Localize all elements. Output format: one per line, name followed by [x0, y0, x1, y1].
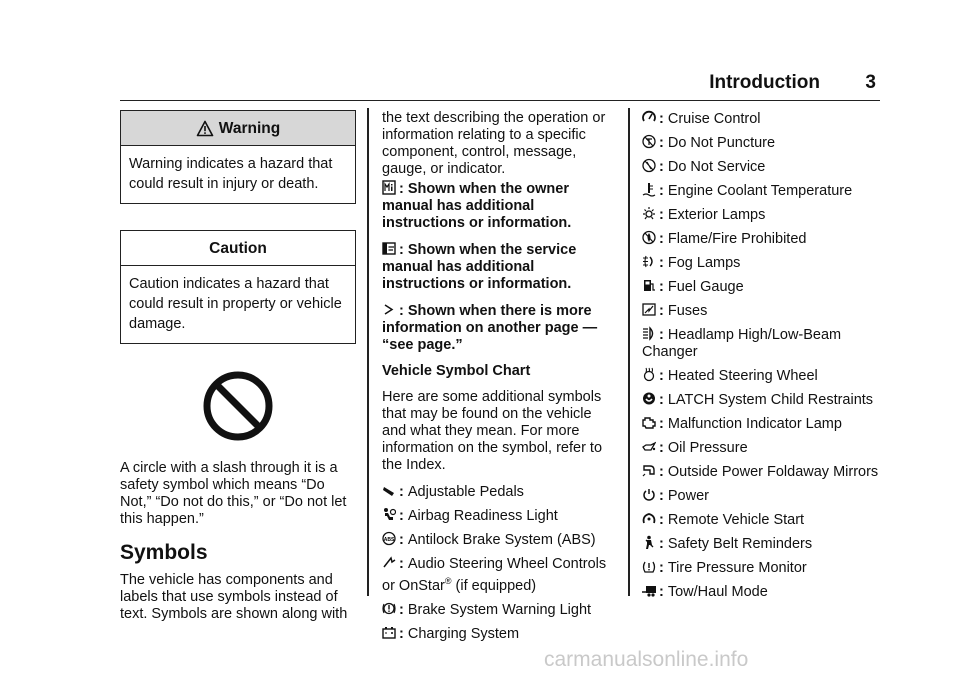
symbol-item [642, 230, 882, 248]
prohibition-text: A circle with a slash through it is a safety symbol which means “Do Not,” “Do not do this,” or “Do not let this happen.” [120, 460, 347, 527]
power-icon [642, 487, 656, 502]
symbol-separator: : [659, 111, 668, 127]
owner-manual-note [382, 180, 612, 232]
symbol-item [642, 254, 882, 272]
warning-title: Warning [218, 119, 281, 137]
symbol-label: Fuses [667, 303, 708, 319]
symbol-item [642, 511, 882, 529]
symbol-label: Safety Belt Reminders [667, 536, 813, 552]
symbol-label: Brake System Warning Light [407, 601, 592, 618]
column-divider [367, 108, 369, 596]
seat-belt-icon [642, 535, 656, 550]
symbol-label: Airbag Readiness Light [407, 508, 558, 524]
symbol-item [642, 134, 882, 152]
symbol-item [642, 535, 882, 553]
see-page-note [382, 302, 612, 354]
symbol-separator: : [659, 584, 668, 600]
svg-text:ABS: ABS [383, 537, 395, 543]
symbol-separator: : [659, 303, 668, 319]
symbol-item [382, 625, 612, 643]
page-title: Introduction [709, 72, 820, 93]
symbol-label: Do Not Service [667, 159, 766, 175]
chart-intro: Here are some additional symbols that may be found on the vehicle and what they mean. For more information on the symbol, refer to the Index. [382, 389, 603, 473]
do-not-puncture-icon [642, 134, 656, 149]
caution-box [120, 230, 356, 344]
symbol-separator: : [399, 556, 408, 572]
symbol-item [382, 531, 612, 549]
symbol-item [642, 182, 882, 200]
oil-pressure-icon [642, 439, 656, 454]
symbol-label: Do Not Puncture [667, 135, 776, 151]
symbol-item [642, 110, 882, 128]
page-number: 3 [865, 72, 876, 93]
fog-lamps-icon [642, 254, 656, 269]
symbol-label: Tow/Haul Mode [667, 584, 768, 600]
symbol-separator: : [399, 625, 408, 642]
symbol-label: Tire Pressure Monitor [667, 560, 807, 576]
symbol-label: LATCH System Child Restraints [667, 392, 874, 408]
warning-body: Warning indicates a hazard that could result in injury or death. [129, 156, 333, 192]
adjustable-pedals-icon [382, 483, 396, 498]
exterior-lamps-icon [642, 206, 656, 221]
engine-icon [642, 415, 656, 430]
warning-triangle-icon [196, 120, 214, 137]
symbol-item [642, 278, 882, 296]
symbol-separator: : [659, 560, 668, 576]
symbol-label: Headlamp High/Low-Beam Changer [642, 327, 842, 360]
mirror-fold-icon [642, 463, 656, 478]
symbol-item [382, 555, 612, 595]
symbol-separator: : [659, 392, 668, 408]
do-not-service-icon [642, 158, 656, 173]
symbol-item [642, 583, 882, 601]
symbol-separator: : [399, 601, 408, 618]
flame-prohibited-icon [642, 230, 656, 245]
symbol-item [642, 326, 882, 361]
symbol-label: Fuel Gauge [667, 279, 744, 295]
symbol-label: Remote Vehicle Start [667, 512, 805, 528]
caution-title: Caution [121, 231, 355, 266]
column-middle [382, 110, 612, 649]
symbol-item [382, 601, 612, 619]
symbol-separator: : [659, 183, 668, 199]
symbol-label: Power [667, 488, 709, 504]
symbol-item [642, 559, 882, 577]
symbol-label: Malfunction Indicator Lamp [667, 416, 842, 432]
battery-icon [382, 625, 396, 640]
fuses-icon [642, 302, 656, 317]
brake-warning-icon [382, 601, 396, 616]
fuel-gauge-icon [642, 278, 656, 293]
tow-haul-icon [642, 583, 656, 598]
remote-start-icon [642, 511, 656, 526]
steering-controls-icon [382, 555, 396, 570]
symbol-separator: : [659, 488, 668, 504]
latch-icon [642, 391, 656, 406]
symbol-item [642, 487, 882, 505]
symbol-label: Engine Coolant Temperature [667, 183, 853, 199]
symbol-label: Fog Lamps [667, 255, 741, 271]
column-left [120, 110, 356, 623]
symbol-item [642, 463, 882, 481]
symbol-separator: : [659, 512, 668, 528]
symbol-label: Exterior Lamps [667, 207, 766, 223]
symbol-label: Adjustable Pedals [407, 484, 524, 500]
arrow-right-icon [382, 302, 396, 317]
symbol-item [642, 439, 882, 457]
owner-manual-icon [382, 180, 396, 195]
tire-pressure-icon [642, 559, 656, 574]
registered-mark: ® [444, 576, 452, 586]
service-manual-note [382, 241, 612, 293]
warning-box-header [121, 111, 355, 146]
headlamp-changer-icon [642, 326, 656, 341]
symbols-heading: Symbols [120, 541, 208, 564]
symbol-item [642, 206, 882, 224]
symbol-item [382, 483, 612, 501]
prohibition-icon [202, 370, 274, 442]
heated-steering-icon [642, 367, 656, 382]
cruise-control-icon [642, 110, 656, 125]
symbols-intro: The vehicle has components and labels that use symbols instead of text. Symbols are shown along with [120, 572, 348, 622]
symbol-separator: : [659, 440, 668, 456]
symbol-list-1 [382, 483, 612, 643]
see-page-text: : Shown when there is more information on another page — “see page.” [382, 303, 598, 353]
symbol-label: Cruise Control [667, 111, 761, 127]
symbol-separator: : [399, 484, 408, 500]
symbol-label: Outside Power Foldaway Mirrors [667, 464, 879, 480]
symbol-suffix: (if equipped) [451, 577, 537, 594]
symbol-label: Heated Steering Wheel [667, 368, 818, 384]
symbol-label: Oil Pressure [667, 440, 748, 456]
symbol-separator: : [659, 207, 668, 223]
service-manual-icon [382, 241, 396, 256]
warning-box [120, 110, 356, 204]
watermark: carmanualsonline.info [544, 648, 749, 671]
symbol-label: Charging System [407, 625, 520, 642]
caution-body: Caution indicates a hazard that could result in property or vehicle damage. [129, 276, 342, 332]
symbol-separator: : [659, 231, 668, 247]
column-divider [628, 108, 630, 596]
symbol-label: Flame/Fire Prohibited [667, 231, 807, 247]
symbol-separator: : [659, 368, 668, 384]
symbol-separator: : [659, 255, 668, 271]
symbol-separator: : [659, 279, 668, 295]
symbol-item [642, 302, 882, 320]
owner-manual-text: : Shown when the owner manual has additional instructions or information. [382, 181, 572, 231]
symbol-item [642, 415, 882, 433]
symbol-item [642, 158, 882, 176]
symbol-separator: : [659, 464, 668, 480]
airbag-icon [382, 507, 396, 522]
symbol-separator: : [659, 135, 668, 151]
symbol-item [382, 507, 612, 525]
service-manual-text: : Shown when the service manual has additional instructions or information. [382, 242, 577, 292]
symbol-list-2 [642, 110, 882, 601]
symbol-separator: : [659, 159, 668, 175]
chart-heading: Vehicle Symbol Chart [382, 363, 531, 379]
symbol-label: Antilock Brake System (ABS) [407, 532, 596, 548]
symbol-separator: : [399, 508, 408, 524]
symbol-separator: : [659, 416, 668, 432]
column-right [642, 110, 882, 607]
symbols-intro-continued: the text describing the operation or information relating to a specific component, control, message, gauge, or indicator. [382, 110, 606, 177]
page-header [120, 64, 880, 101]
abs-icon [382, 531, 396, 546]
symbol-separator: : [659, 536, 668, 552]
symbol-item [642, 367, 882, 385]
symbol-separator: : [399, 532, 408, 548]
coolant-temperature-icon [642, 182, 656, 197]
symbol-separator: : [659, 327, 668, 343]
symbol-label: Audio Steering Wheel Controls or OnStar [382, 556, 607, 594]
symbol-item [642, 391, 882, 409]
